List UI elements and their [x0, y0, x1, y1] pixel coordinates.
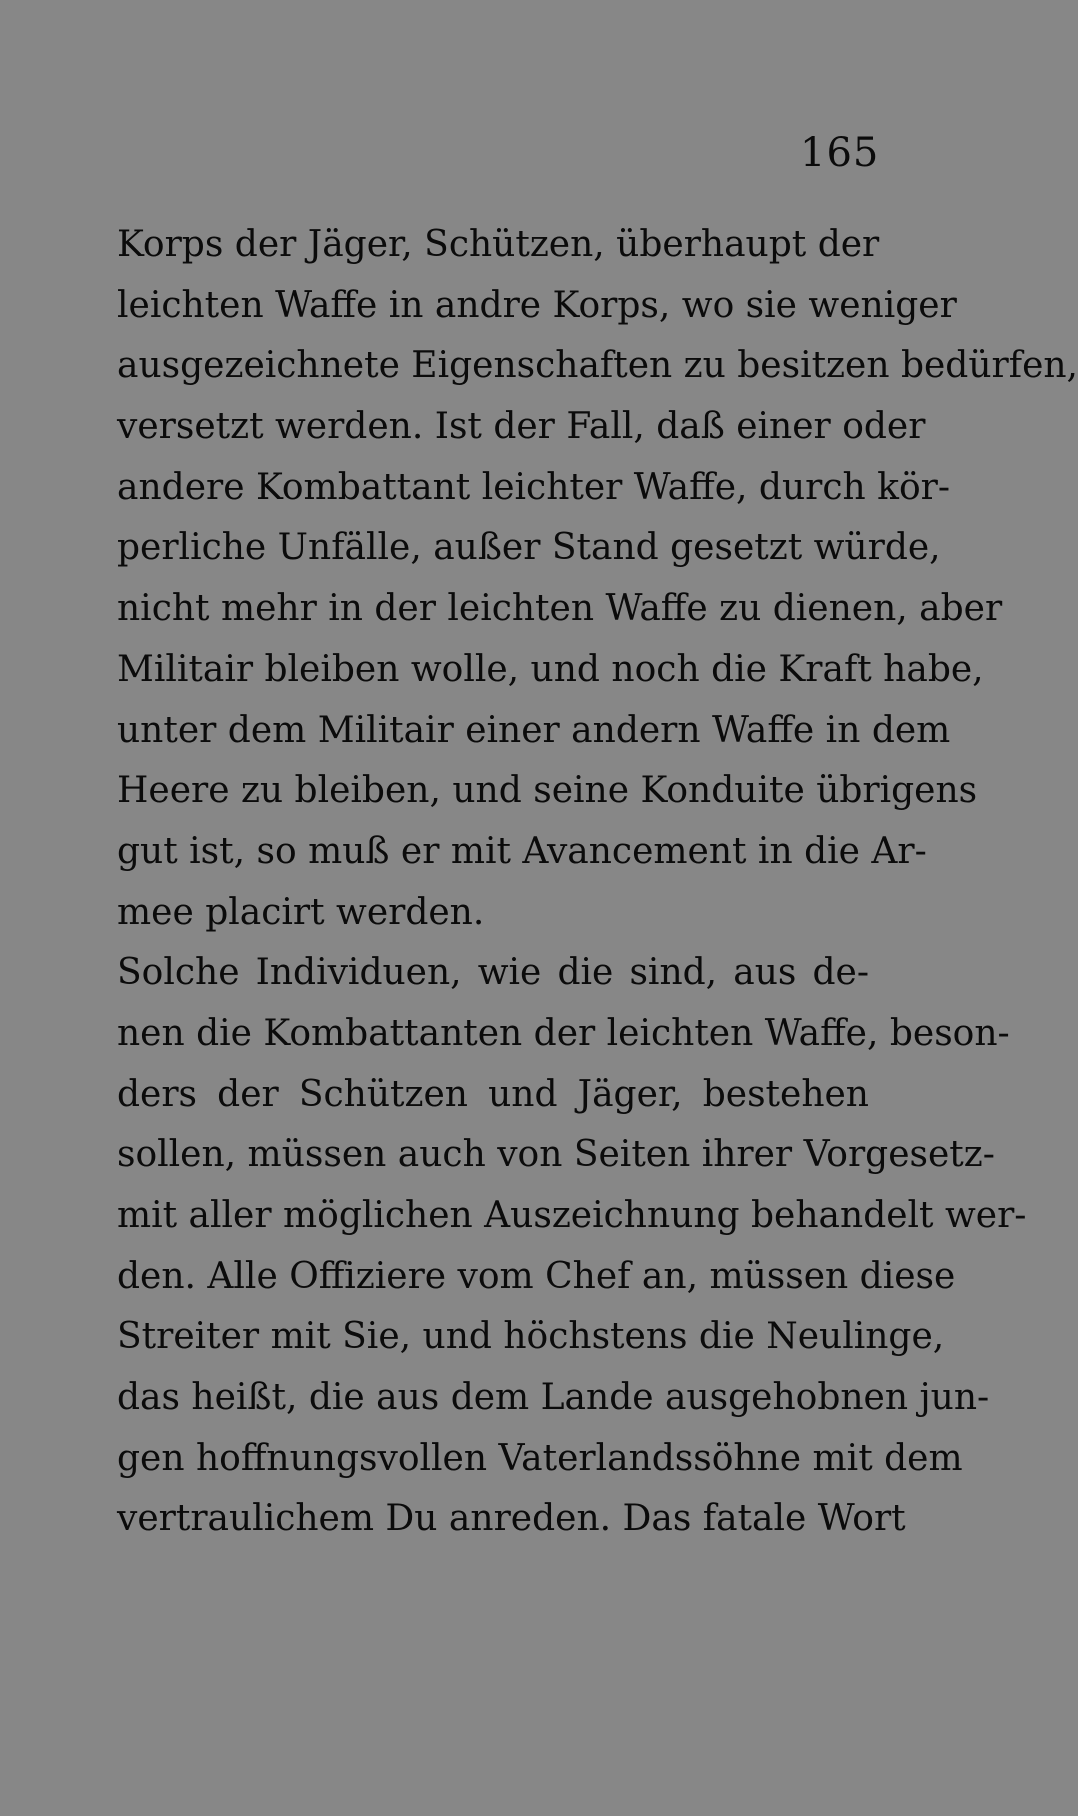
text-line: vertraulichem Du anreden. Das fatale Wort	[117, 1498, 906, 1540]
text-line: nicht mehr in der leichten Waffe zu dienen, aber	[117, 588, 1003, 630]
text-line: versetzt werden. Ist der Fall, daß einer oder	[117, 406, 926, 448]
text-line: andere Kombattant leichter Waffe, durch kör-	[117, 466, 950, 508]
text-line: das heißt, die aus dem Lande ausgehobnen jun-	[117, 1377, 990, 1419]
text-line: perliche Unfälle, außer Stand gesetzt würde,	[117, 527, 941, 569]
page-number: 165	[800, 130, 880, 176]
text-line: gut ist, so muß er mit Avancement in die Ar-	[117, 830, 927, 872]
text-line: mee placirt werden.	[117, 891, 485, 933]
text-line: leichten Waffe in andre Korps, wo sie weniger	[117, 284, 957, 326]
text-line: den. Alle Offiziere vom Chef an, müssen diese	[117, 1255, 956, 1297]
text-line: nen die Kombattanten der leichten Waffe, beson-	[117, 1012, 1010, 1054]
text-line: Militair bleiben wolle, und noch die Kraft habe,	[117, 648, 984, 690]
text-line: gen hoffnungsvollen Vaterlandssöhne mit dem	[117, 1437, 963, 1479]
text-line: Solche Individuen, wie die sind, aus de-	[117, 952, 869, 994]
text-line: unter dem Militair einer andern Waffe in dem	[117, 709, 951, 751]
text-line: ausgezeichnete Eigenschaften zu besitzen bedürfen,	[117, 345, 1078, 387]
text-line: Heere zu bleiben, und seine Konduite übrigens	[117, 770, 978, 812]
text-line: Korps der Jäger, Schützen, überhaupt der	[117, 224, 880, 265]
body-text	[117, 215, 1078, 1550]
text-line: Streiter mit Sie, und höchstens die Neulinge,	[117, 1316, 945, 1358]
text-line: sollen, müssen auch von Seiten ihrer Vorgesetz-	[117, 1134, 995, 1176]
text-line: mit aller möglichen Auszeichnung behandelt wer-	[117, 1195, 1027, 1236]
text-line: ders der Schützen und Jäger, bestehen	[117, 1073, 869, 1115]
